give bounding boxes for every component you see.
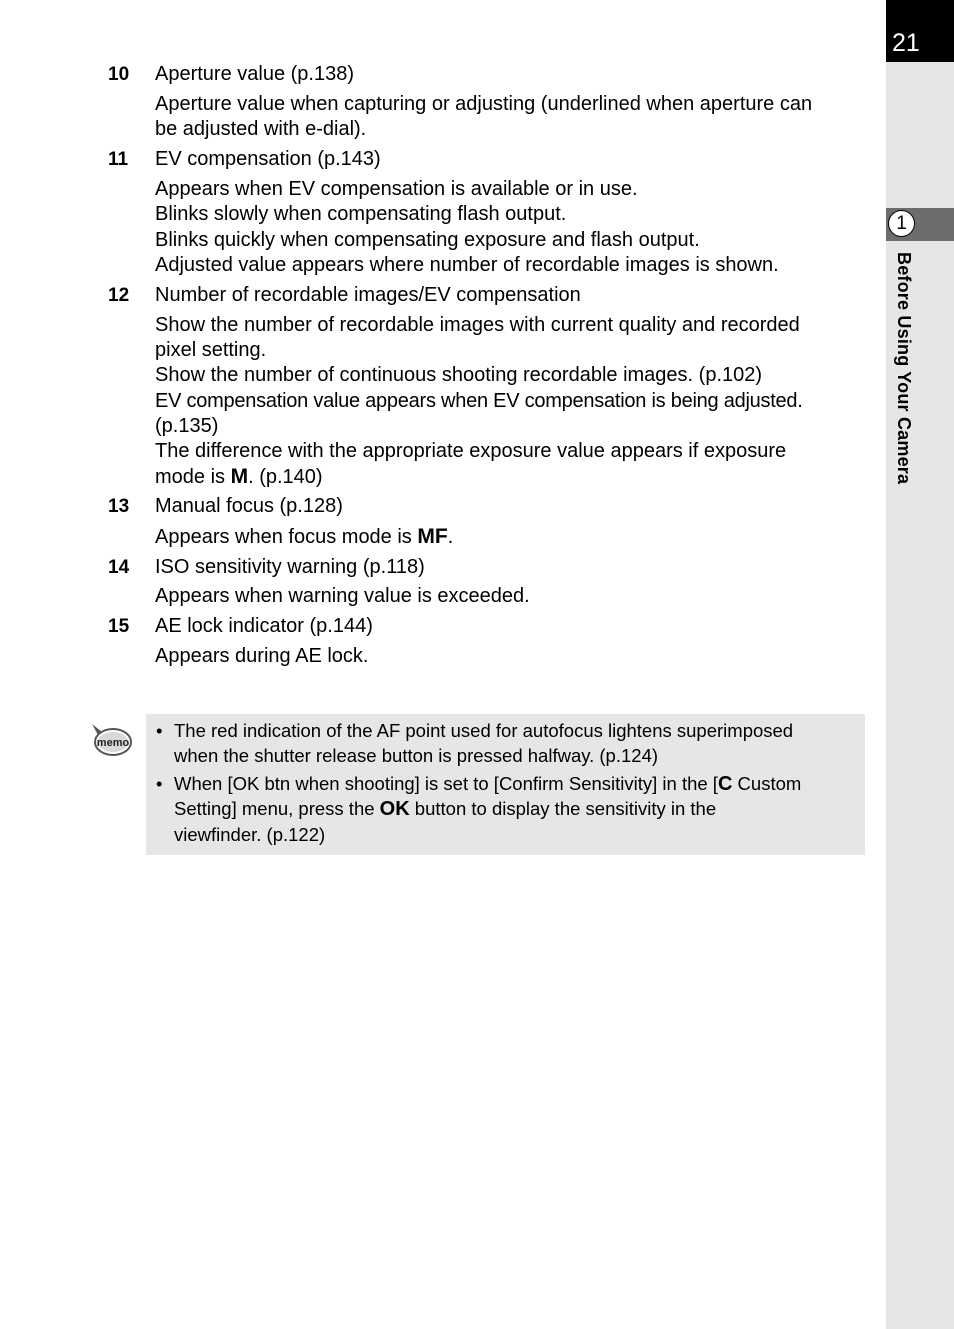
item-title: Number of recordable images/EV compensation xyxy=(155,284,581,306)
memo-text: The red indication of the AF point used for autofocus lightens superimposed xyxy=(174,720,794,741)
item-text: Appears during AE lock. xyxy=(155,645,369,667)
item-title: ISO sensitivity warning (p.118) xyxy=(155,556,425,578)
item-title: AE lock indicator (p.144) xyxy=(155,615,373,637)
item-number: 14 xyxy=(108,557,130,578)
item-number: 15 xyxy=(108,616,130,637)
item-title: EV compensation (p.143) xyxy=(155,148,381,170)
item-text: Show the number of continuous shooting recordable images. (p.102) xyxy=(155,364,763,386)
item-text: mode is M. (p.140) xyxy=(155,465,323,488)
item-text: Appears when EV compensation is available or in use. xyxy=(155,178,638,200)
chapter-title: Before Using Your Camera xyxy=(894,252,914,485)
chapter-sidebar xyxy=(886,0,954,1329)
bullet: • xyxy=(156,720,163,741)
memo-text: Setting] menu, press the OK button to display the sensitivity in the xyxy=(174,798,717,820)
item-text: Aperture value when capturing or adjusting (underlined when aperture can xyxy=(155,93,813,115)
item-number: 11 xyxy=(108,149,129,170)
item-number: 12 xyxy=(108,285,130,306)
item-text: pixel setting. xyxy=(155,339,267,361)
memo-icon-label: memo xyxy=(96,737,130,749)
item-text: (p.135) xyxy=(155,415,219,437)
item-title: Aperture value (p.138) xyxy=(155,63,355,85)
item-number: 13 xyxy=(108,496,130,517)
item-title: Manual focus (p.128) xyxy=(155,495,343,517)
ok-button-icon: OK xyxy=(379,798,410,820)
custom-setting-icon: C xyxy=(717,773,733,795)
item-number: 10 xyxy=(108,64,130,85)
item-text: EV compensation value appears when EV compensation is being adjusted. xyxy=(155,390,803,412)
page-number: 21 xyxy=(892,29,920,57)
bullet: • xyxy=(156,773,163,794)
page-number-box xyxy=(886,0,954,62)
item-text: Blinks slowly when compensating flash output. xyxy=(155,203,567,225)
item-text: Appears when focus mode is MF. xyxy=(155,525,454,548)
memo-text: When [OK btn when shooting] is set to [Confirm Sensitivity] in the [C Custom xyxy=(174,773,802,795)
memo-text: when the shutter release button is pressed halfway. (p.124) xyxy=(174,745,659,766)
item-text: be adjusted with e-dial). xyxy=(155,118,367,140)
manual-mode-icon: M xyxy=(230,465,249,488)
manual-focus-icon: MF xyxy=(417,525,448,548)
memo-icon xyxy=(89,720,133,758)
item-text: Adjusted value appears where number of recordable images is shown. xyxy=(155,254,779,276)
item-text: Appears when warning value is exceeded. xyxy=(155,585,530,607)
item-text: Blinks quickly when compensating exposure and flash output. xyxy=(155,229,700,251)
item-text: Show the number of recordable images with current quality and recorded xyxy=(155,314,800,336)
memo-text: viewfinder. (p.122) xyxy=(174,824,326,845)
item-text: The difference with the appropriate exposure value appears if exposure xyxy=(155,440,787,462)
chapter-number: 1 xyxy=(888,210,915,237)
